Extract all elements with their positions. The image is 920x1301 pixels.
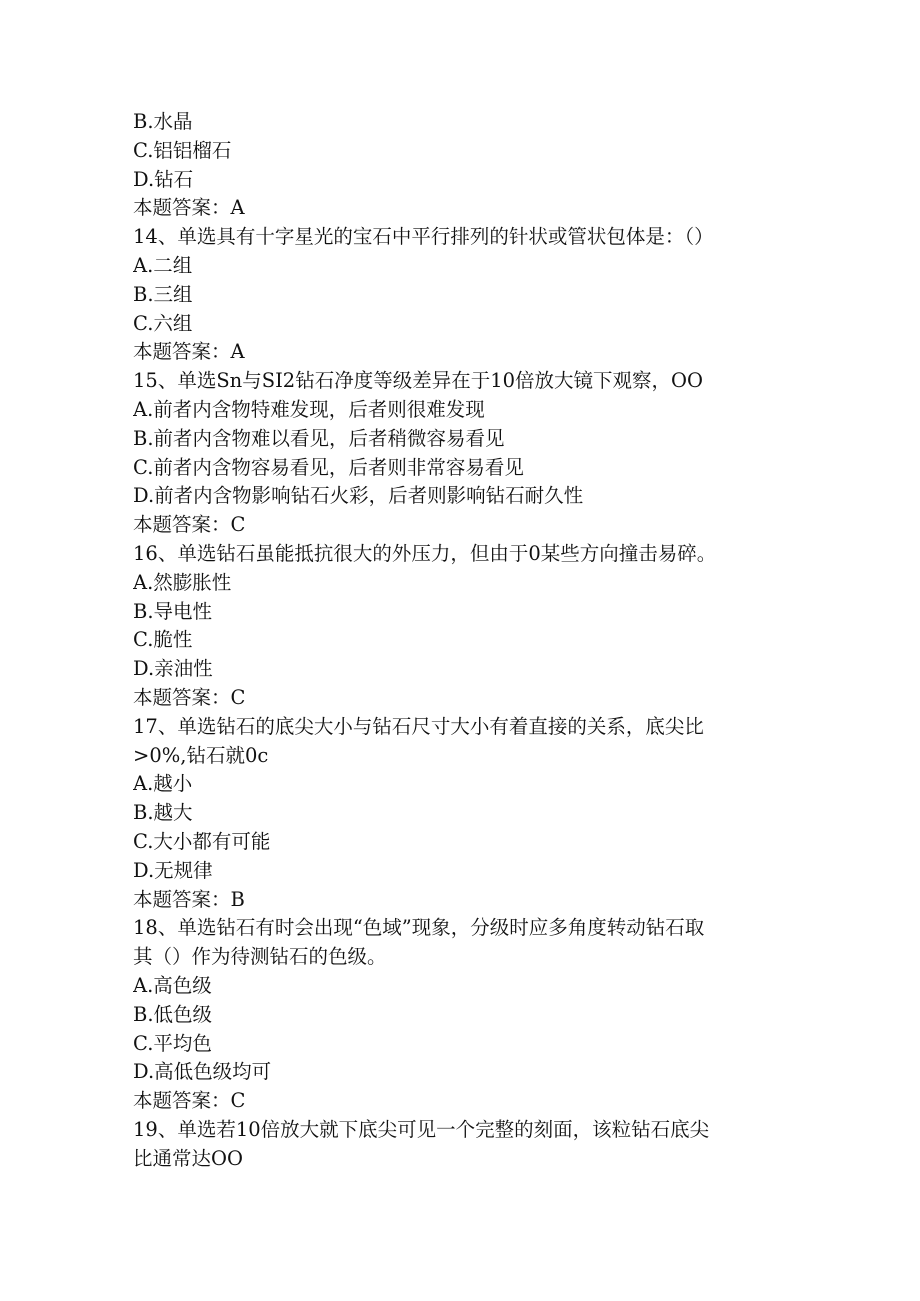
option-line: A.二组 — [133, 253, 193, 277]
question-line: 18、单选钻石有时会出现“色域”现象，分级时应多角度转动钻石取 — [133, 916, 705, 940]
option-line: C.六组 — [133, 311, 193, 335]
option-line: A.高色级 — [133, 973, 212, 997]
option-line: D.钻石 — [133, 167, 194, 191]
question-line: 16、单选钻石虽能抵抗很大的外压力，但由于0某些方向撞击易碎。 — [133, 541, 717, 565]
option-line: B.三组 — [133, 282, 193, 306]
option-line: B.低色级 — [133, 1002, 213, 1026]
option-line: B.导电性 — [133, 599, 213, 623]
option-line: C.前者内含物容易看见，后者则非常容易看见 — [133, 455, 524, 479]
answer-line: 本题答案：A — [133, 340, 245, 364]
answer-line: 本题答案：C — [133, 685, 246, 709]
option-line: A.前者内含物特难发现，后者则很难发现 — [133, 397, 485, 421]
option-line: D.无规律 — [133, 858, 213, 882]
option-line: A.然膨胀性 — [133, 570, 232, 594]
option-line: C.大小都有可能 — [133, 829, 271, 853]
question-line: 其（）作为待测钻石的色级。 — [133, 945, 387, 969]
option-line: D.前者内含物影响钻石火彩，后者则影响钻石耐久性 — [133, 484, 584, 508]
option-line: A.越小 — [133, 772, 193, 796]
option-line: C.铝铝榴石 — [133, 138, 232, 162]
question-text-block — [133, 108, 793, 1173]
option-line: D.高低色级均可 — [133, 1060, 272, 1084]
question-line: 19、单选若10倍放大就下底尖可见一个完整的刻面，该粒钻石底尖 — [133, 1117, 710, 1141]
answer-line: 本题答案：C — [133, 513, 246, 537]
option-line: B.前者内含物难以看见，后者稍微容易看见 — [133, 426, 505, 450]
question-line: >0%,钻石就0c — [133, 743, 269, 767]
question-line: 14、单选具有十字星光的宝石中平行排列的针状或管状包体是：（） — [133, 225, 714, 249]
option-line: C.脆性 — [133, 628, 193, 652]
question-line: 比通常达OO — [133, 1146, 243, 1170]
answer-line: 本题答案：A — [133, 196, 245, 220]
option-line: B.越大 — [133, 801, 193, 825]
answer-line: 本题答案：B — [133, 887, 245, 911]
question-line: 17、单选钻石的底尖大小与钻石尺寸大小有着直接的关系，底尖比 — [133, 714, 704, 738]
question-line: 15、单选Sn与SI2钻石净度等级差异在于10倍放大镜下观察，OO — [133, 369, 703, 393]
option-line: B.水晶 — [133, 110, 193, 133]
option-line: C.平均色 — [133, 1031, 212, 1055]
option-line: D.亲油性 — [133, 657, 213, 681]
answer-line: 本题答案：C — [133, 1089, 246, 1113]
